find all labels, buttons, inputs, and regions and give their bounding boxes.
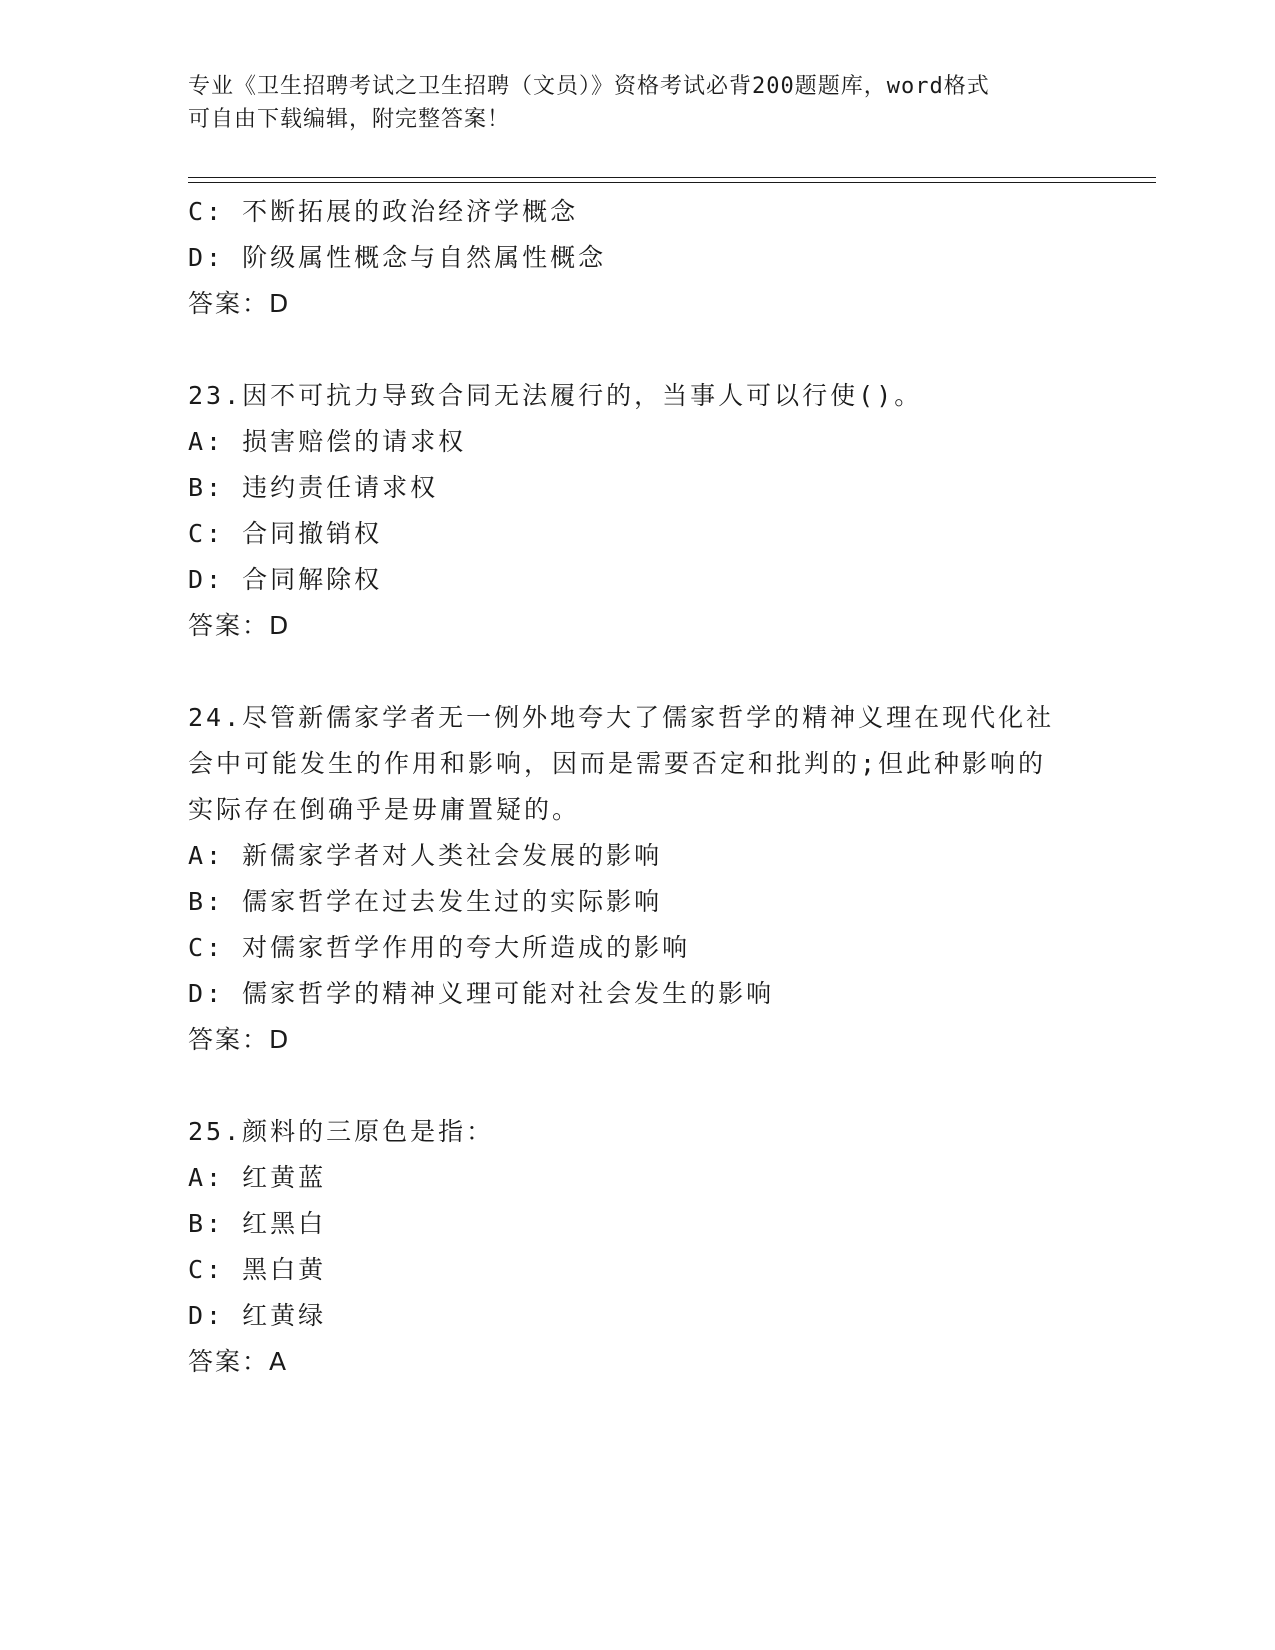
- option-d: D: 阶级属性概念与自然属性概念: [188, 243, 607, 272]
- answer-line: 答案：D: [188, 1025, 291, 1054]
- answer-line: 答案：A: [188, 1347, 289, 1376]
- option-c: C: 对儒家哲学作用的夸大所造成的影响: [188, 933, 691, 962]
- answer-line: 答案：D: [188, 611, 291, 640]
- option-c: C: 不断拓展的政治经济学概念: [188, 197, 579, 226]
- header-divider-top: [188, 177, 1156, 178]
- question-spacer: [188, 327, 1088, 373]
- option-a: A: 红黄蓝: [188, 1163, 327, 1192]
- question-stem-line-3: 实际存在倒确乎是毋庸置疑的。: [188, 795, 581, 824]
- answer-line: 答案：D: [188, 289, 291, 318]
- option-c: C: 合同撤销权: [188, 519, 383, 548]
- option-a: A: 损害赔偿的请求权: [188, 427, 467, 456]
- option-b: B: 儒家哲学在过去发生过的实际影响: [188, 887, 663, 916]
- option-b: B: 红黑白: [188, 1209, 327, 1238]
- option-d: D: 儒家哲学的精神义理可能对社会发生的影响: [188, 979, 775, 1008]
- option-b: B: 违约责任请求权: [188, 473, 439, 502]
- question-22-tail: [188, 189, 1088, 327]
- question-spacer: [188, 649, 1088, 695]
- question-25: [188, 1109, 1088, 1385]
- option-d: D: 合同解除权: [188, 565, 383, 594]
- option-a: A: 新儒家学者对人类社会发展的影响: [188, 841, 663, 870]
- header-title-line-2: 可自由下载编辑，附完整答案！: [188, 107, 511, 132]
- question-stem-line-1: 24.尽管新儒家学者无一例外地夸大了儒家哲学的精神义理在现代化社: [188, 703, 1055, 732]
- question-spacer: [188, 1063, 1088, 1109]
- question-24: [188, 695, 1088, 1063]
- question-stem: 23.因不可抗力导致合同无法履行的，当事人可以行使()。: [188, 381, 923, 410]
- question-23: [188, 373, 1088, 649]
- question-list: [188, 189, 1088, 1385]
- option-d: D: 红黄绿: [188, 1301, 327, 1330]
- option-c: C: 黑白黄: [188, 1255, 327, 1284]
- document-header: [188, 70, 1068, 136]
- question-stem-line-2: 会中可能发生的作用和影响，因而是需要否定和批判的;但此种影响的: [188, 749, 1047, 778]
- question-stem: 25.颜料的三原色是指：: [188, 1117, 495, 1146]
- header-title-line-1: 专业《卫生招聘考试之卫生招聘（文员）》资格考试必背200题题库，word格式: [188, 74, 990, 99]
- header-divider-bottom: [188, 182, 1156, 183]
